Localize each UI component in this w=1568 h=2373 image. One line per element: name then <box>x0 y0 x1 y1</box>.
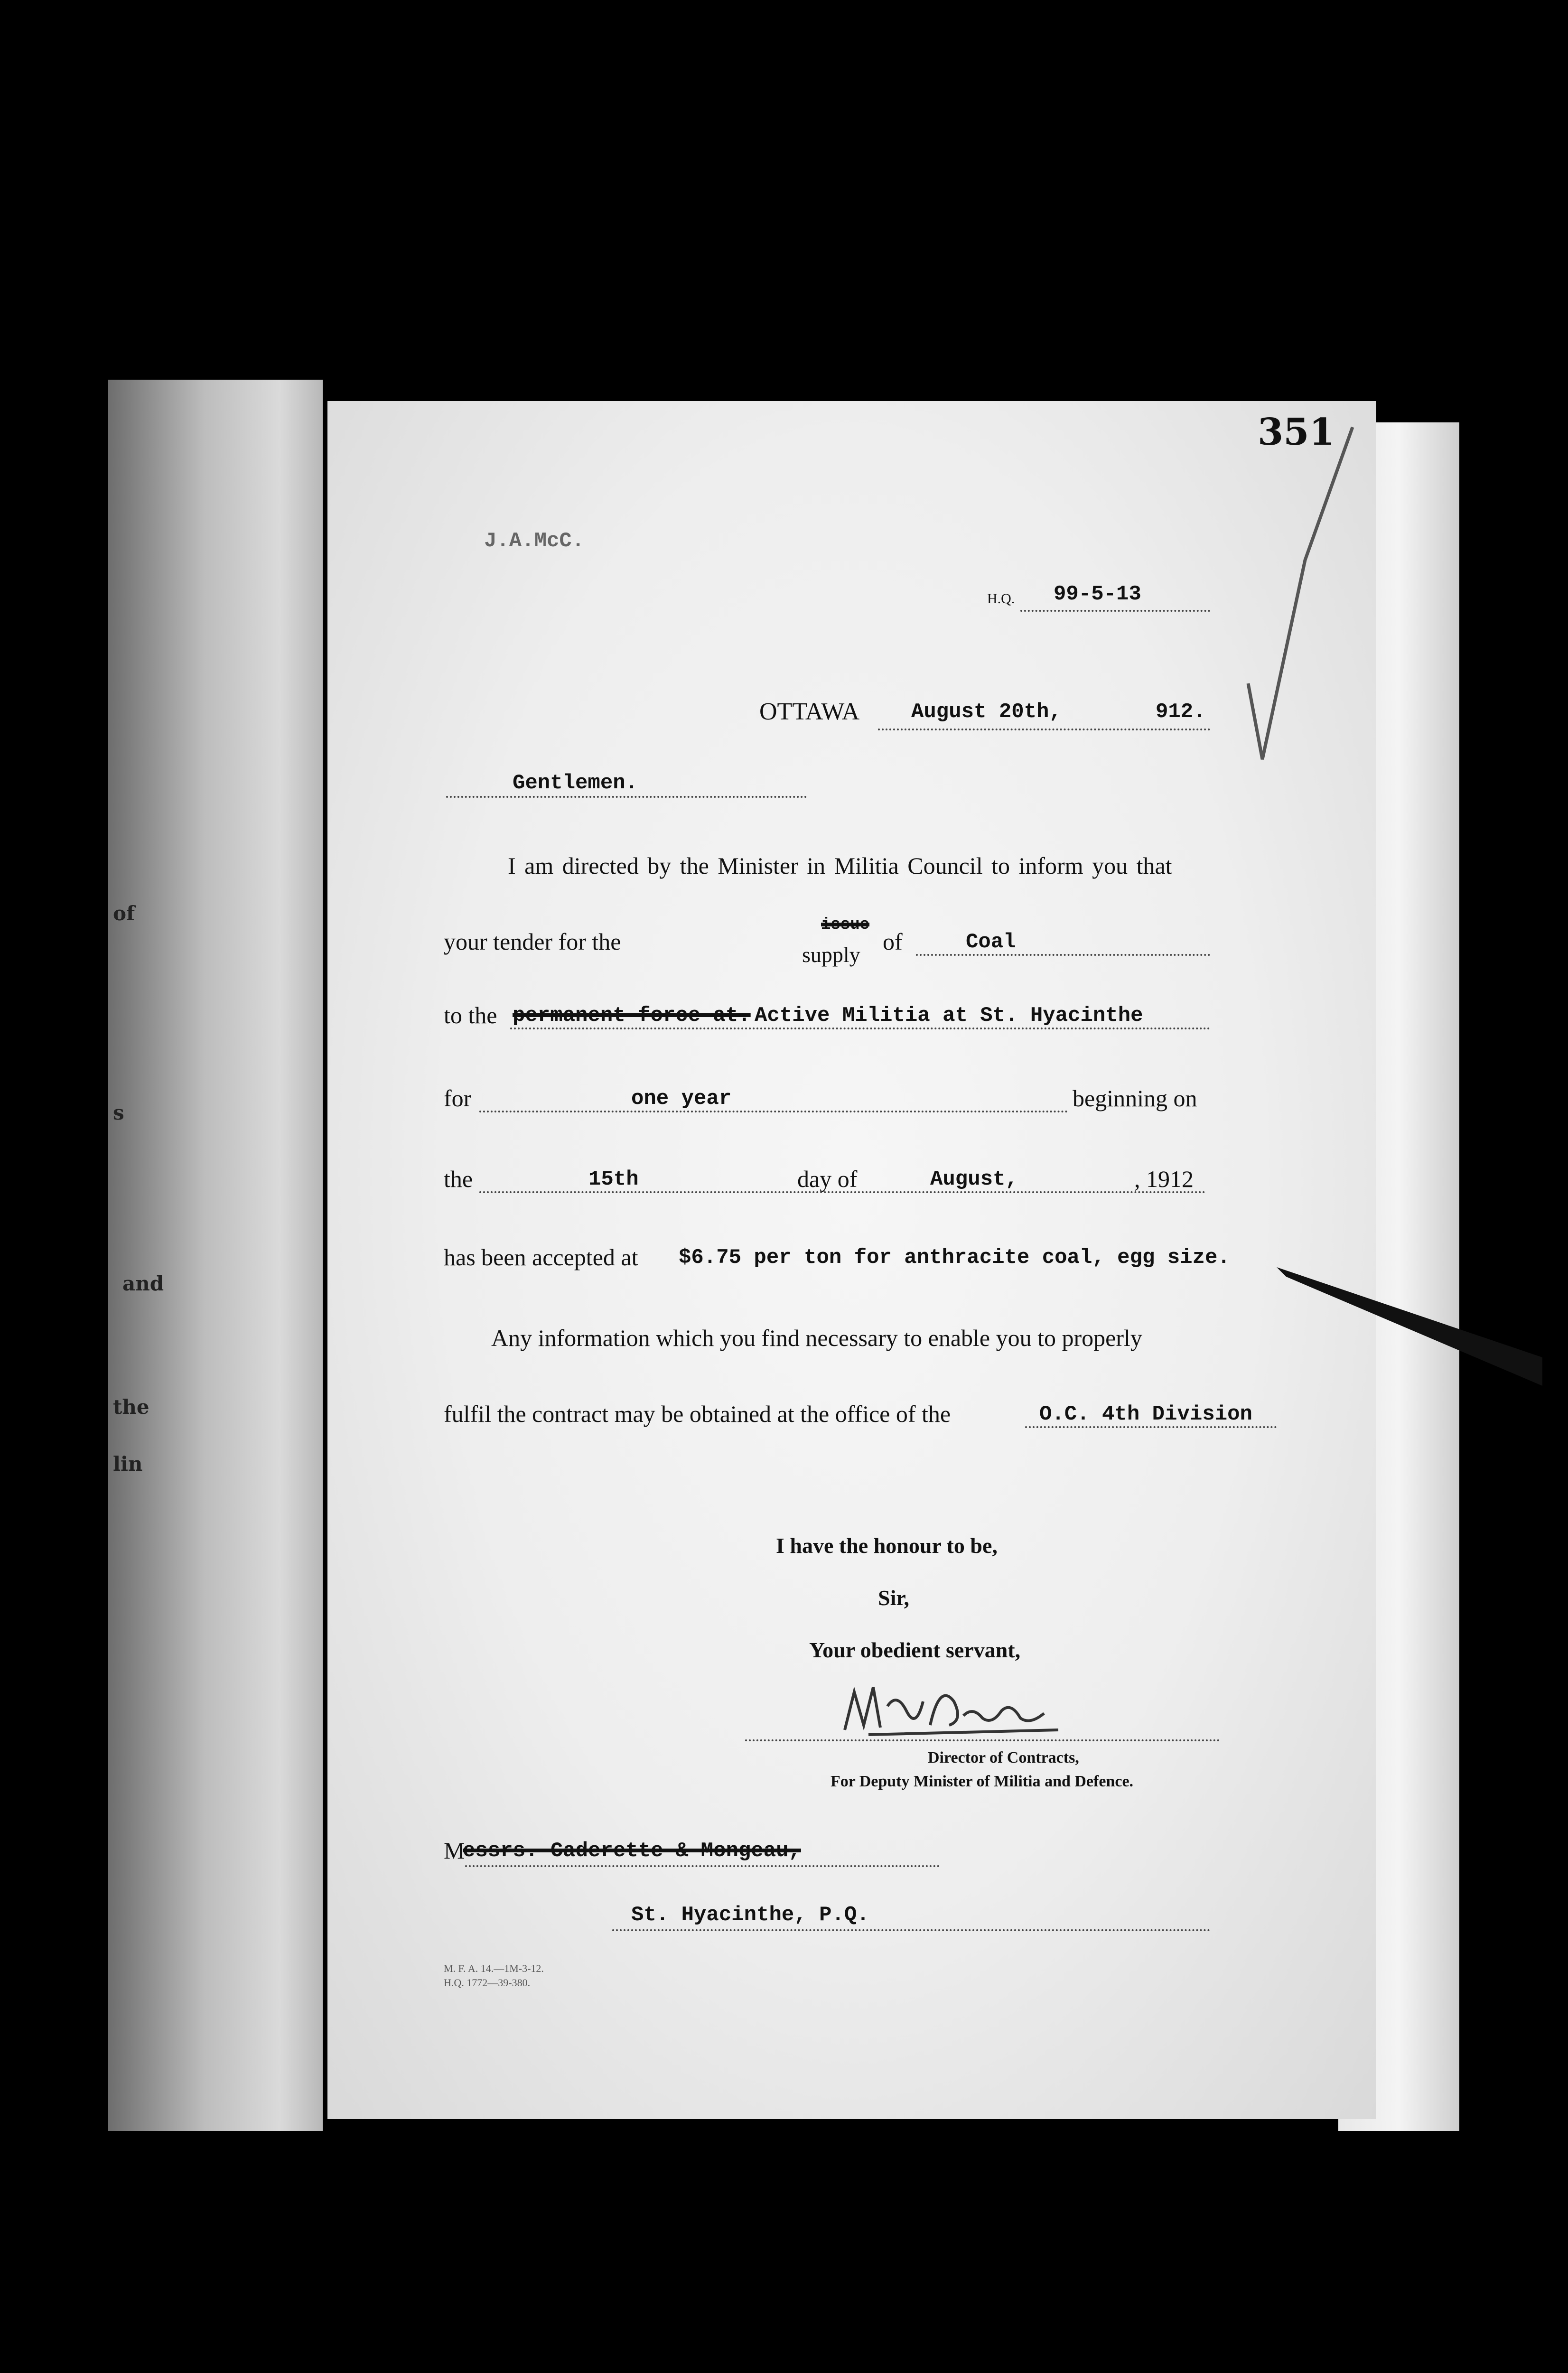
form-number: M. F. A. 14.—1M-3-12. <box>444 1962 544 1974</box>
recipient-line <box>510 1028 1210 1029</box>
start-day: 15th <box>588 1168 639 1191</box>
left-page-fragment: lin <box>113 1452 143 1476</box>
addressee-prefix: M <box>444 1837 465 1864</box>
initials: J.A.McC. <box>484 529 585 553</box>
body-line-3-prefix: to the <box>444 1002 497 1028</box>
form-reference: H.Q. 1772—39-380. <box>444 1977 531 1989</box>
signature-line <box>745 1739 1220 1741</box>
signatory-title-2: For Deputy Minister of Militia and Defence. <box>831 1773 1134 1790</box>
start-month: August, <box>930 1168 1018 1191</box>
office-of: O.C. 4th Division <box>1039 1402 1252 1426</box>
accepted-price: $6.75 per ton for anthracite coal, egg size. <box>679 1246 1230 1270</box>
letter-year: 912. <box>1156 700 1206 724</box>
left-facing-page <box>108 380 323 2131</box>
body-line-4-suffix: beginning on <box>1073 1085 1197 1112</box>
body-line-8-prefix: fulfil the contract may be obtained at the office of the <box>444 1401 951 1427</box>
contract-duration: one year <box>631 1087 732 1111</box>
left-page-fragment: the <box>113 1395 149 1419</box>
body-line-1: I am directed by the Minister in Militia Council to inform you that <box>508 852 1172 879</box>
closing-line-2: Sir, <box>878 1586 910 1610</box>
salutation: Gentlemen. <box>513 771 638 795</box>
checkmark-mark <box>1129 418 1376 778</box>
file-number: 99-5-13 <box>1054 582 1141 606</box>
duration-line <box>479 1111 1068 1112</box>
addressee-location: St. Hyacinthe, P.Q. <box>631 1903 869 1927</box>
struck-word-issue: issue <box>821 916 870 934</box>
start-date-line <box>479 1191 1205 1193</box>
left-page-fragment: of <box>113 902 135 925</box>
body-line-2-of: of <box>883 928 903 955</box>
body-line-5-prefix: the <box>444 1166 473 1192</box>
body-line-5-day-of: day of <box>797 1166 858 1192</box>
place-label: OTTAWA <box>759 698 860 725</box>
left-page-fragment: s <box>113 1101 124 1124</box>
body-line-6-prefix: has been accepted at <box>444 1244 638 1271</box>
body-line-7: Any information which you find necessary to enable you to properly <box>491 1325 1142 1351</box>
body-line-2-prefix: your tender for the <box>444 928 621 955</box>
pen-pointer <box>1277 1262 1542 1386</box>
salutation-line <box>446 796 807 798</box>
commodity: Coal <box>966 930 1016 954</box>
commodity-line <box>916 954 1210 956</box>
letter-date: August 20th, <box>911 700 1062 724</box>
addressee-name: essrs. Caderette & Mongeau, <box>463 1839 801 1863</box>
left-page-fragment: and <box>122 1272 164 1295</box>
page-number: 351 <box>1258 411 1335 454</box>
addressee-line <box>465 1865 940 1867</box>
body-line-4-prefix: for <box>444 1085 472 1112</box>
file-label: H.Q. <box>987 591 1015 607</box>
signature <box>840 1673 1068 1744</box>
recipient-unit: Active Militia at St. Hyacinthe <box>755 1004 1143 1028</box>
inserted-word-supply: supply <box>802 943 860 967</box>
signatory-title-1: Director of Contracts, <box>928 1749 1079 1766</box>
closing-line-3: Your obedient servant, <box>809 1638 1021 1662</box>
start-year: , 1912 <box>1134 1166 1194 1192</box>
office-line <box>1025 1426 1277 1428</box>
location-line <box>612 1929 1210 1931</box>
closing-line-1: I have the honour to be, <box>776 1533 998 1558</box>
struck-permanent-force: permanent force at. <box>513 1004 751 1028</box>
